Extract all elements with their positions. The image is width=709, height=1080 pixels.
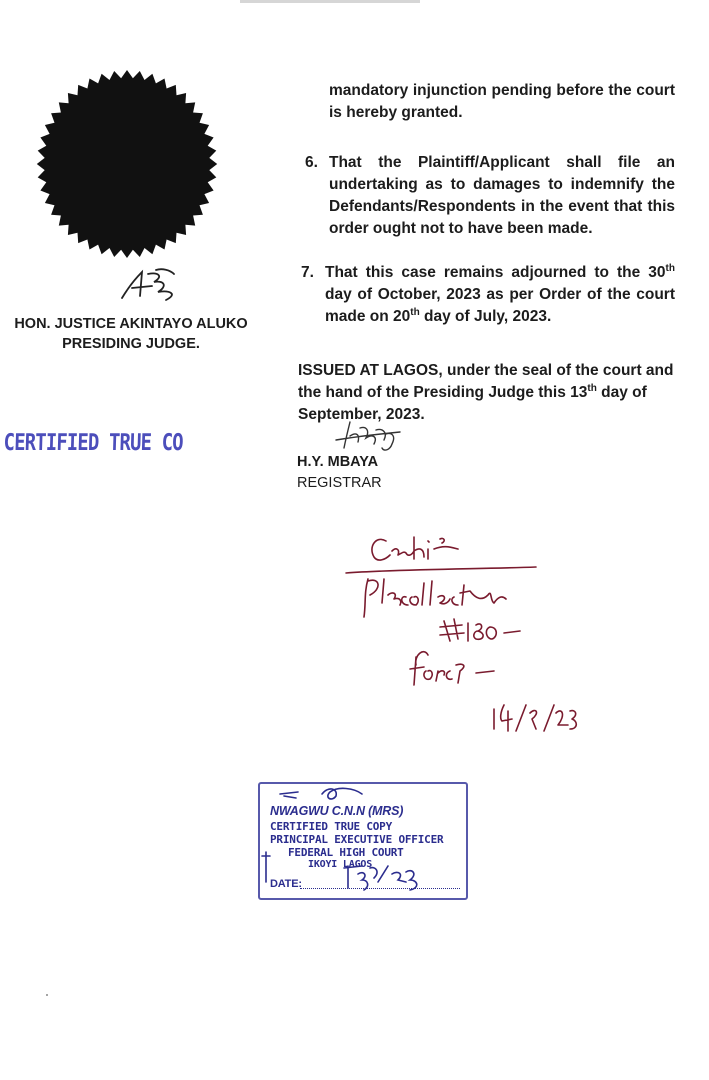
- paragraph-text: That the Plaintiff/Applicant shall file an undertaking as to damages to indemnify the Defendants/Respondents in the event that this order ought not to have been made.: [329, 154, 675, 237]
- paragraph-6: [305, 152, 675, 240]
- judge-signature: [118, 266, 188, 306]
- judge-name: HON. JUSTICE AKINTAYO ALUKO: [14, 316, 248, 332]
- certified-true-copy-stamp: CERTIFIED TRUE CO: [3, 430, 184, 456]
- issued-lead: ISSUED AT LAGOS,: [298, 362, 443, 379]
- certified-copy-stamp: [258, 782, 468, 900]
- court-seal-icon: [32, 64, 222, 264]
- judge-title: PRESIDING JUDGE.: [62, 336, 200, 352]
- paragraph-7: [301, 262, 675, 328]
- stamp-court-line: FEDERAL HIGH COURT: [288, 846, 404, 859]
- registrar-name: H.Y. MBAYA: [297, 454, 379, 470]
- stamp-date-line: [300, 888, 460, 889]
- speck: [46, 994, 48, 996]
- stamp-location-line: IKOYI LAGOS: [308, 859, 373, 870]
- paragraph-number: 6.: [305, 154, 318, 171]
- stamp-officer-name: NWAGWU C.N.N (MRS): [270, 804, 404, 818]
- stamp-office-line: PRINCIPAL EXECUTIVE OFFICER: [270, 833, 444, 846]
- paragraph-text: That this case remains adjourned to the 30th day of October, 2023 as per Order of the court made on 20th day of July, 2023.: [325, 262, 675, 325]
- stamp-certified-line: CERTIFIED TRUE COPY: [270, 820, 393, 833]
- top-edge-line: [240, 0, 420, 3]
- issued-statement: ISSUED AT LAGOS, under the seal of the court and the hand of the Presiding Judge this 13th day of September, 2023.: [298, 362, 674, 423]
- paragraph-number: 7.: [301, 264, 314, 281]
- paragraph-text: mandatory injunction pending before the court is hereby granted.: [329, 82, 675, 121]
- paragraph-5-continuation: [329, 80, 675, 124]
- handwritten-note: [340, 525, 600, 745]
- judge-block: [0, 314, 262, 354]
- stamp-date-label: DATE:: [270, 878, 302, 890]
- registrar-title: REGISTRAR: [297, 475, 382, 491]
